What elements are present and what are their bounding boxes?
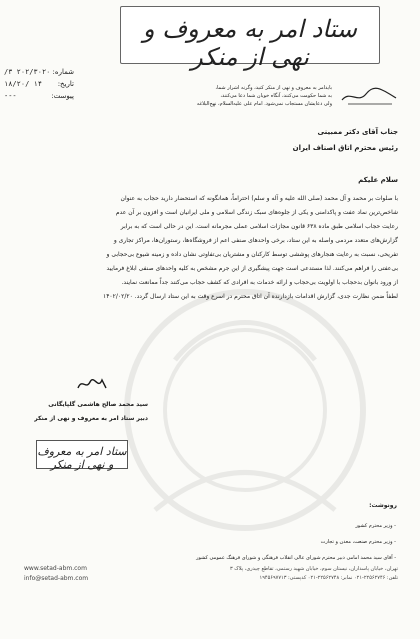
header-quote-line: ولی دعایشان مستجاب نمی‌شود. امام علی علیه‌السلام، نهج‌البلاغه	[196, 101, 332, 107]
copies-list	[146, 518, 396, 566]
copy-item: - وزیر محترم صنعت، معدن و تجارت	[320, 539, 396, 545]
address-text: تهران، خیابان پاسداران، نیستان سوم، خیابان شهید رستمی، تقاطع چیذری، پلاک ۳	[230, 566, 398, 572]
meta-date-value: ۱۴ /۱۸/۲۰	[4, 80, 42, 88]
meta-number-value: ۲۰۲/۳۰۲۰ ۳/	[4, 68, 51, 76]
signer-name: سید محمد صالح هاشمی گلپایگانی	[48, 401, 148, 408]
website-link: www.setad-abm.com	[24, 565, 87, 572]
header-quote-line: بایدامر به معروف و نهی از منکر کنید، وگرنه اشرار شما،	[215, 85, 332, 91]
body-line: از ورود بانوان بدحجاب با اولویت بی‌حجاب و ارائه خدمات به افرادی که کشف حجاب می‌کنند جداً ممانعت نمایند.	[121, 279, 398, 286]
organization-stamp	[36, 440, 128, 469]
phones-text: تلفن: ۲۲۵۶۲۷۴۶-۰۲۱ نمابر: ۲۲۵۶۲۷۴۸-۰۲۱ کدپستی: ۱۹۴۵۶۹۷۷۱۳	[259, 575, 398, 581]
header-quote	[112, 84, 332, 108]
header-quote-line: به شما حکومت می‌کنند، آنگاه خوبان شما دعا می‌کنند،	[220, 93, 332, 99]
body-line: با صلوات بر محمد و آل محمد (صلی الله علیه و آله و سلم) احتراماً، همانگونه که استحضار دارید حجاب به عنوان	[120, 195, 398, 202]
copies-title: رونوشت:	[369, 502, 397, 509]
body-line: رعایت حجاب اسلامی طبق ماده ۶۳۸ قانون مجازات اسلامی عملی مجرمانه است. این در حالی است که به برابر	[120, 223, 398, 230]
body-line: شاخص‌ترین نماد عفت و پاکدامنی و یکی از جلوه‌های سبک زندگی اسلامی و ملی ایرانیان است و افزون بر آن عدم	[115, 209, 398, 216]
letter-meta	[4, 66, 74, 102]
signer-title: دبیر ستاد امر به معروف و نهی از منکر	[34, 415, 148, 422]
meta-attachment	[4, 90, 74, 102]
letter-body	[34, 192, 398, 304]
organization-logo-banner	[120, 6, 380, 71]
greeting: سلام علیکم	[358, 176, 398, 184]
recipient-title: رئیس محترم اتاق اصناف ایران	[292, 144, 398, 152]
signature-block	[26, 398, 148, 426]
copy-item: - وزیر محترم کشور	[355, 523, 396, 529]
copy-item: - آقای سید محمد امامی دبیر محترم شورای عالی انقلاب فرهنگی و شورای فرهنگ عمومی کشور	[196, 555, 396, 561]
body-line: تفریحی، نسبت به رعایت هنجارهای پوششی توسط کارکنان و مشتریان بی‌تفاوتی نشان داده و زمینه شیوع بی‌حجابی و	[106, 251, 398, 258]
meta-number-label: شماره:	[52, 68, 74, 76]
footer-contact-web	[24, 564, 134, 584]
recipient-block	[228, 124, 398, 156]
recipient-name: جناب آقای دکتر ممبینی	[317, 128, 398, 136]
meta-date	[4, 78, 74, 90]
footer-address	[188, 565, 398, 583]
handwritten-signature	[76, 376, 110, 392]
basmala-calligraphy	[340, 84, 398, 108]
meta-attachment-value: ---	[4, 92, 17, 100]
body-line: لطفاً ضمن نظارت جدی، گزارش اقدامات بازدارنده آن اتاق محترم در اسرع وقت به این ستاد ارسال گردد. ۱۴۰۲/۰۲/۲۰	[102, 293, 398, 300]
email-link: info@setad-abm.com	[24, 575, 89, 582]
stamp-text: ستاد امر به معروف و نهی از منکر	[37, 445, 127, 471]
meta-date-label: تاریخ:	[57, 80, 74, 88]
meta-number	[4, 66, 74, 78]
body-line: گزارش‌های متعدد مردمی واصله به این ستاد، برخی واحدهای صنفی اعم از فروشگاه‌ها، رستوران‌ها، مراکز تجاری و	[113, 237, 398, 244]
logo-text: ستاد امر به معروف و نهی از منکر	[143, 15, 357, 71]
meta-attachment-label: پیوست:	[51, 92, 74, 100]
body-line: بی‌عفتی را فراهم می‌کنند. لذا مستدعی است جهت پیشگیری از این جرم مشخص به کلیه واحدهای صنفی ابلاغ فرمایید	[106, 265, 398, 272]
